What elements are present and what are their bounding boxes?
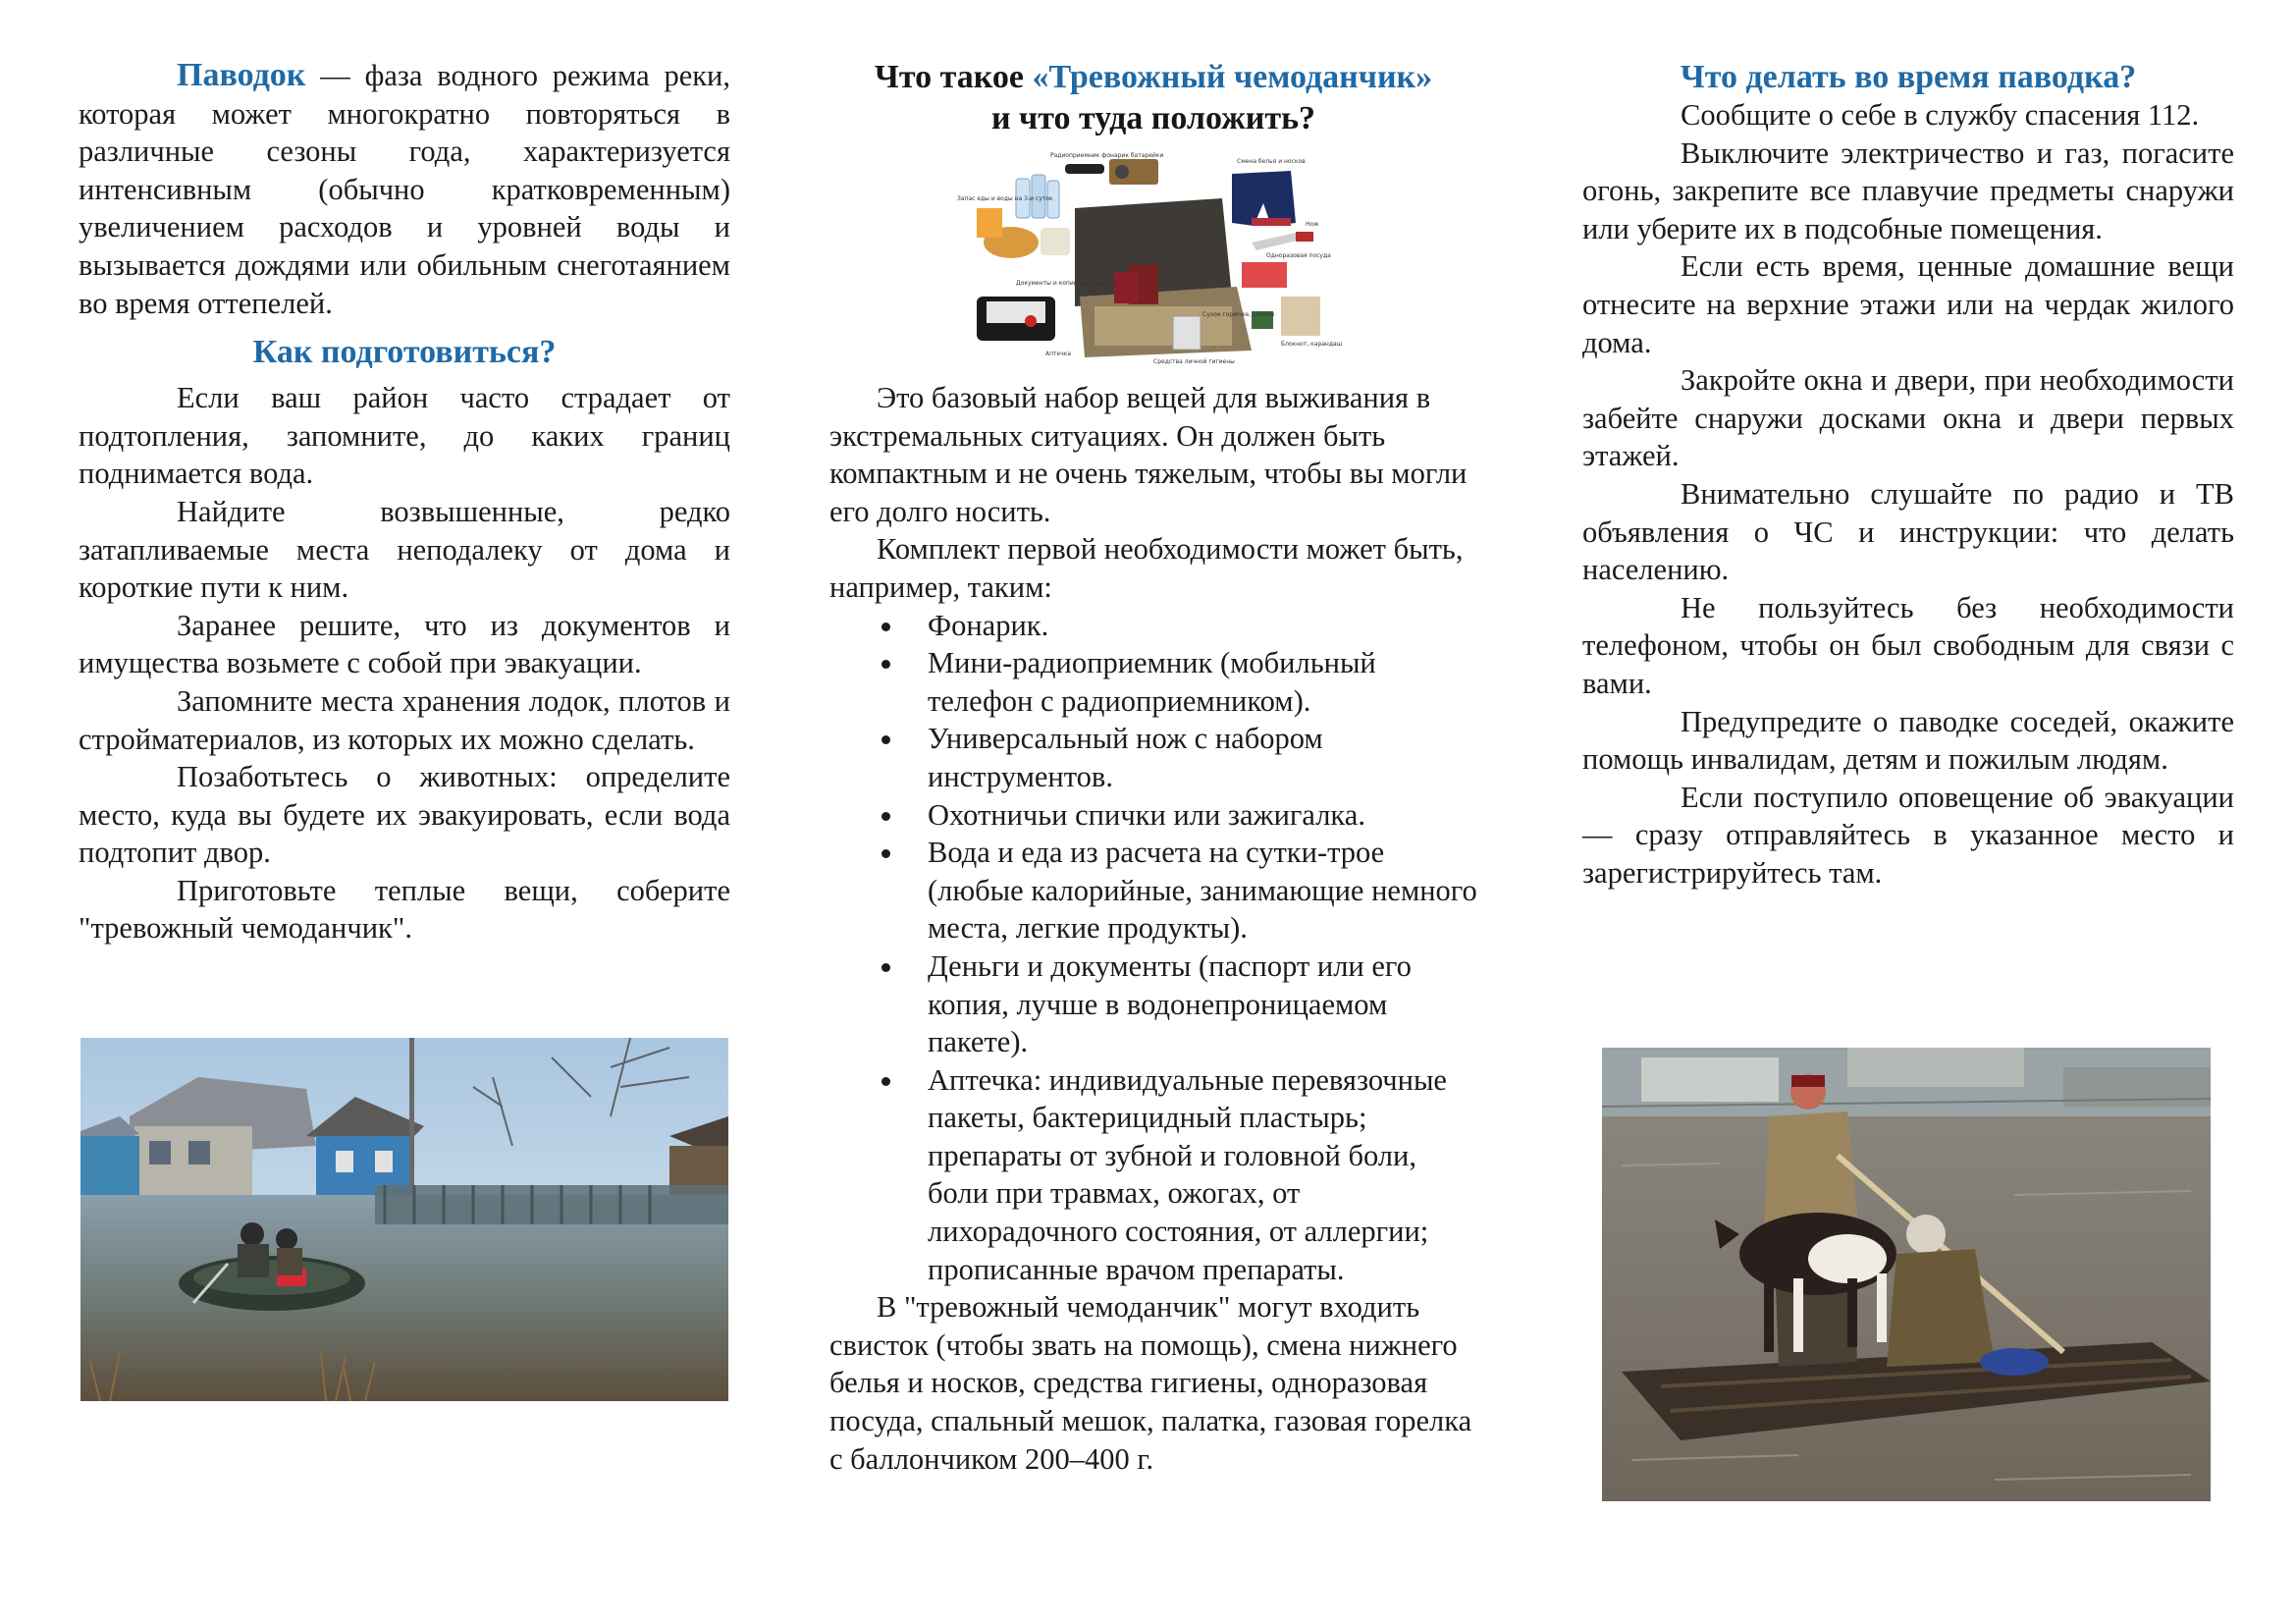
kit-heading-highlight: «Тревожный чемоданчик»	[1032, 59, 1433, 95]
kit-intro: Комплект первой необходимости может быть, например, таким:	[829, 532, 1464, 604]
list-item: Универсальный нож с набором инструментов.	[829, 720, 1477, 795]
label-notebook: Блокнот, карандаш	[1281, 341, 1343, 348]
action-paragraph: Сообщите о себе в службу спасения 112.	[1681, 98, 2200, 132]
emergency-kit-illustration	[957, 149, 1350, 365]
kit-heading-suffix: и что туда положить?	[990, 100, 1316, 136]
prepare-paragraph: Заранее решите, что из документов и имущества возьмете с собой при эвакуации.	[79, 608, 730, 680]
list-item: Фонарик.	[829, 607, 1477, 645]
intro-text: — фаза водного режима реки, которая может многократно повторяться в различные сезоны года, характеризуется интенсивным (обычно кратковременным) увеличением расходов и уровней воды и вызывается дождями или обильным снеготаянием во время оттепелей.	[79, 59, 730, 320]
kit-extra: В "тревожный чемоданчик" могут входить свисток (чтобы звать на помощь), смена нижнего белья и носков, средства гигиены, одноразовая посуда, спальный мешок, палатка, газовая горелка с баллончиком 200–400 г.	[829, 1290, 1472, 1476]
label-clothes: Смена белья и носков	[1237, 158, 1306, 165]
label-knife: Нож	[1306, 221, 1319, 228]
label-radio: Радиоприемник фонарик батарейки	[1050, 152, 1164, 159]
kit-list	[829, 607, 1477, 1289]
during-flood-heading: Что делать во время паводка?	[1680, 59, 2137, 95]
list-item: Деньги и документы (паспорт или его копия, лучше в водонепроницаемом пакете).	[829, 947, 1477, 1061]
intro-term: Паводок	[177, 57, 306, 93]
prepare-heading: Как подготовиться?	[252, 334, 557, 371]
kit-description: Это базовый набор вещей для выживания в экстремальных ситуациях. Он должен быть компактным и не очень тяжелым, чтобы вы могли его долго носить.	[829, 381, 1468, 528]
action-paragraph: Предупредите о паводке соседей, окажите помощь инвалидам, детям и пожилым людям.	[1582, 704, 2234, 777]
list-item: Охотничьи спички или зажигалка.	[829, 796, 1477, 835]
column-during-flood	[1582, 57, 2234, 892]
action-paragraph: Не пользуйтесь без необходимости телефоном, чтобы он был свободным для связи с вами.	[1582, 590, 2234, 700]
label-dry-fuel: Сухое горючее, спички	[1202, 311, 1275, 318]
label-dishes: Одноразовая посуда	[1266, 252, 1331, 259]
prepare-paragraph: Найдите возвышенные, редко затапливаемые места неподалеку от дома и короткие пути к ним.	[79, 494, 730, 605]
column-flood-intro	[79, 57, 730, 947]
action-paragraph: Выключите электричество и газ, погасите огонь, закрепите все плавучие предметы снаружи или уберите их в подсобные помещения.	[1582, 135, 2234, 245]
prepare-paragraph: Если ваш район часто страдает от подтопления, запомните, до каких границ поднимается вода.	[79, 381, 730, 491]
action-paragraph: Если есть время, ценные домашние вещи отнесите на верхние этажи или на чердак жилого дома.	[1582, 249, 2234, 359]
kit-heading-prefix: Что такое	[874, 59, 1033, 95]
list-item: Аптечка: индивидуальные перевязочные пакеты, бактерицидный пластырь; препараты от зубной и головной боли, боли при травмах, ожогах, от лихорадочного состояния, от аллергии; прописанные врачом препараты.	[829, 1061, 1477, 1289]
raft-rescue-photo	[1602, 1048, 2211, 1501]
label-hygiene: Средства личной гигиены	[1153, 358, 1235, 365]
action-paragraph: Закройте окна и двери, при необходимости забейте снаружи досками окна и двери первых этажей.	[1582, 363, 2234, 473]
intro-paragraph	[79, 57, 730, 322]
label-kit: Аптечка	[1045, 351, 1072, 357]
prepare-paragraph: Приготовьте теплые вещи, соберите "тревожный чемоданчик".	[79, 873, 730, 946]
prepare-paragraph: Запомните места хранения лодок, плотов и стройматериалов, из которых их можно сделать.	[79, 683, 730, 756]
label-docs: Документы и копии документов	[1016, 280, 1117, 287]
prepare-paragraph: Позаботьтесь о животных: определите место, куда вы будете их эвакуировать, если вода подтопит двор.	[79, 760, 730, 870]
list-item: Вода и еда из расчета на сутки-трое (любые калорийные, занимающие немного места, легкие продукты).	[829, 834, 1477, 947]
flooded-village-boat-photo	[80, 1038, 728, 1401]
kit-heading	[829, 57, 1477, 139]
label-food: Запас еды и воды на 3-и суток	[957, 195, 1053, 202]
column-emergency-kit	[829, 57, 1477, 1478]
action-paragraph: Если поступило оповещение об эвакуации — сразу отправляйтесь в указанное место и зарегистрируйтесь там.	[1582, 780, 2234, 890]
action-paragraph: Внимательно слушайте по радио и ТВ объявления о ЧС и инструкции: что делать населению.	[1582, 476, 2234, 587]
list-item: Мини-радиоприемник (мобильный телефон с радиоприемником).	[829, 644, 1477, 720]
